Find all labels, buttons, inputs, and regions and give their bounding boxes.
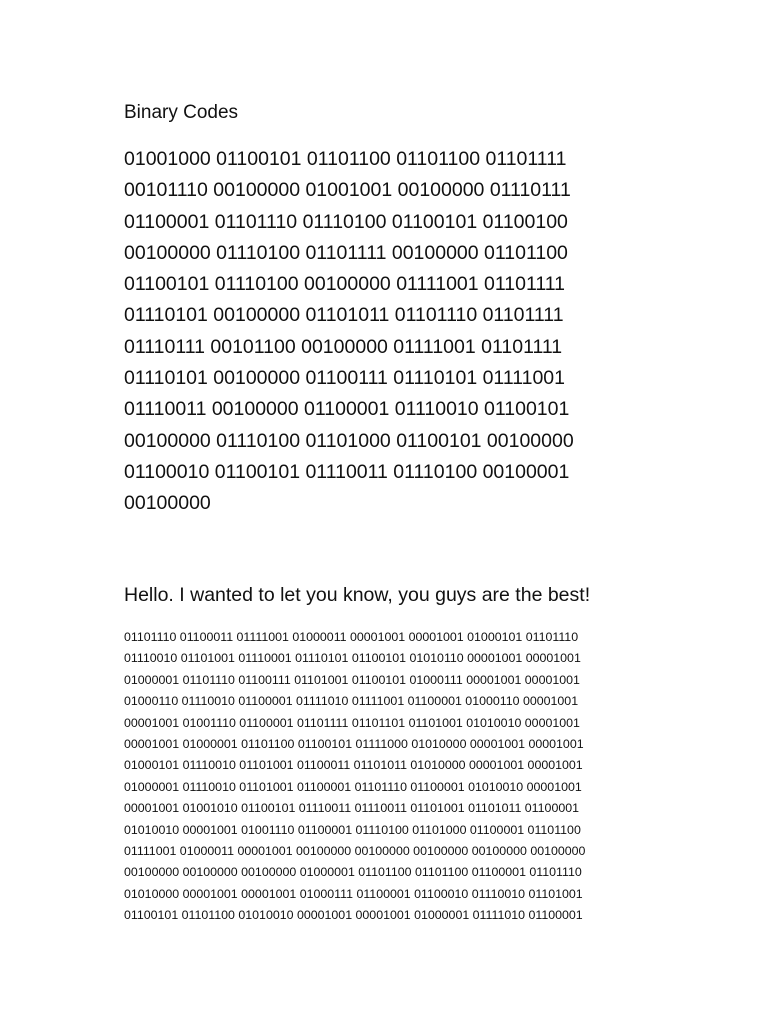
small-binary-line: 00001001 01001110 01100001 01101111 01101101 01101001 01010010 00001001 — [124, 715, 580, 730]
binary-line: 01100010 01100101 01110011 01110100 00100001 — [124, 460, 570, 483]
small-binary-line: 01010010 00001001 01001110 01100001 01110100 01101000 01100001 01101100 — [124, 822, 581, 837]
binary-line: 00101110 00100000 01001001 00100000 01110111 — [124, 179, 571, 202]
binary-line: 01110011 00100000 01100001 01110010 01100101 — [124, 398, 570, 421]
small-binary-line: 00001001 01000001 01101100 01100101 01111000 01010000 00001001 00001001 — [124, 736, 584, 751]
small-binary-line: 01010000 00001001 00001001 01000111 01100001 01100010 01110010 01101001 — [124, 886, 583, 901]
small-binary-line: 01111001 01000011 00001001 00100000 00100000 00100000 00100000 00100000 — [124, 843, 586, 858]
small-binary-line: 01000110 01110010 01100001 01111010 01111001 01100001 01000110 00001001 — [124, 694, 579, 709]
binary-code-block — [124, 144, 724, 520]
small-binary-line: 01101110 01100011 01111001 01000011 00001001 00001001 01000101 01101110 — [124, 630, 579, 644]
small-binary-line: 01000001 01101110 01100111 01101001 01100101 01000111 00001001 00001001 — [124, 672, 580, 687]
binary-line: 01110101 00100000 01100111 01110101 01111001 — [124, 367, 565, 390]
small-binary-code-block — [124, 627, 744, 926]
document-title: Binary Codes — [124, 102, 239, 123]
decoded-message: Hello. I wanted to let you know, you guys are the best! — [124, 584, 591, 606]
binary-line: 01001000 01100101 01101100 01101100 01101111 — [124, 148, 567, 170]
small-binary-line: 01100101 01101100 01010010 00001001 00001001 01000001 01111010 01100001 — [124, 908, 583, 923]
binary-line: 01100101 01110100 00100000 01111001 01101111 — [124, 273, 565, 296]
small-binary-line: 01000101 01110010 01101001 01100011 01101011 01010000 00001001 00001001 — [124, 758, 583, 773]
binary-line: 01110111 00101100 00100000 01111001 01101111 — [124, 335, 563, 358]
binary-line: 01110101 00100000 01101011 01101110 01101111 — [124, 304, 564, 327]
binary-line: 00100000 01110100 01101000 01100101 00100000 — [124, 429, 574, 452]
small-binary-line: 01000001 01110010 01101001 01100001 01101110 01100001 01010010 00001001 — [124, 779, 582, 794]
binary-line: 00100000 — [124, 492, 211, 515]
binary-line: 01100001 01101110 01110100 01100101 01100100 — [124, 210, 568, 233]
small-binary-line: 01110010 01101001 01110001 01110101 01100101 01010110 00001001 00001001 — [124, 651, 581, 666]
small-binary-line: 00001001 01001010 01100101 01110011 01110011 01101001 01101011 01100001 — [124, 801, 580, 816]
binary-line: 00100000 01110100 01101111 00100000 01101100 — [124, 241, 568, 264]
small-binary-line: 00100000 00100000 00100000 01000001 01101100 01101100 01100001 01101110 — [124, 865, 582, 880]
